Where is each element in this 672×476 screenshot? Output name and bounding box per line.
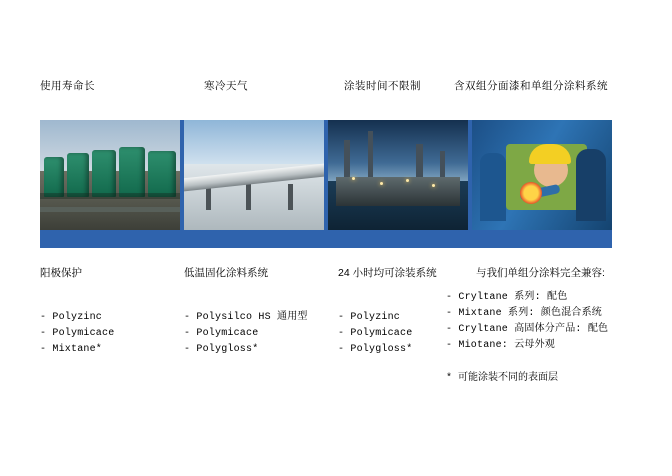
list-item: - Polymicace <box>184 328 259 339</box>
photo-mural-worker <box>472 120 612 230</box>
crane-tower <box>368 131 373 184</box>
mural-sun <box>520 182 542 204</box>
headline-no-time-limit: 涂装时间不限制 <box>344 80 421 92</box>
pipe-support <box>246 184 251 210</box>
list-item: - Miotane: 云母外观 <box>446 340 556 351</box>
photo-green-tanks <box>40 120 180 230</box>
tank-shape <box>67 153 89 197</box>
tank-shape <box>148 151 176 197</box>
column-anode <box>40 310 114 358</box>
tank-shape <box>44 157 64 197</box>
photo-offshore-platform <box>328 120 468 230</box>
headline-lifetime: 使用寿命长 <box>40 80 95 92</box>
tank-shape <box>119 147 145 197</box>
photo-snow-pipeline <box>184 120 324 230</box>
list-item: - Mixtane 系列: 颜色混合系统 <box>446 308 603 319</box>
column-low-temp <box>184 310 308 358</box>
subhead-single-component: 与我们单组分涂料完全兼容: <box>476 267 605 279</box>
subhead-24h: 24 小时均可涂装系统 <box>338 267 437 279</box>
tank-base-strip <box>40 193 180 199</box>
list-item: - Polysilco HS 通用型 <box>184 312 308 323</box>
list-item: - Polymicace <box>40 328 115 339</box>
list-item: - Polygloss* <box>338 344 413 355</box>
list-item: - Cryltane 系列: 配色 <box>446 292 568 303</box>
platform-deck <box>336 177 459 206</box>
list-item: - Mixtane* <box>40 344 103 355</box>
headline-compatibility: 含双组分面漆和单组分涂料系统 <box>454 80 608 92</box>
photo-sky <box>184 120 324 164</box>
tank-shape <box>92 150 116 197</box>
footnote: * 可能涂装不同的表面层 <box>446 373 559 384</box>
column-compatibility <box>446 290 608 354</box>
mural-figure-right <box>576 149 606 222</box>
list-item: - Cryltane 高固体分产品: 配色 <box>446 324 609 335</box>
platform-light <box>432 184 435 187</box>
headline-row <box>40 78 636 98</box>
list-item: - Polyzinc <box>40 312 103 323</box>
band-bottom-strip <box>40 230 612 248</box>
list-item: - Polymicace <box>338 328 413 339</box>
mural-figure-left <box>480 153 506 221</box>
list-item: - Polygloss* <box>184 344 259 355</box>
list-item: - Polyzinc <box>338 312 401 323</box>
subhead-anode: 阳极保护 <box>40 267 82 279</box>
pipe-support <box>288 184 293 210</box>
platform-light <box>380 182 383 185</box>
subhead-low-temp: 低温固化涂料系统 <box>184 267 268 279</box>
column-24h <box>338 310 412 358</box>
headline-cold-weather: 寒冷天气 <box>204 80 248 92</box>
image-band <box>40 120 612 248</box>
pipe-line <box>40 207 180 212</box>
